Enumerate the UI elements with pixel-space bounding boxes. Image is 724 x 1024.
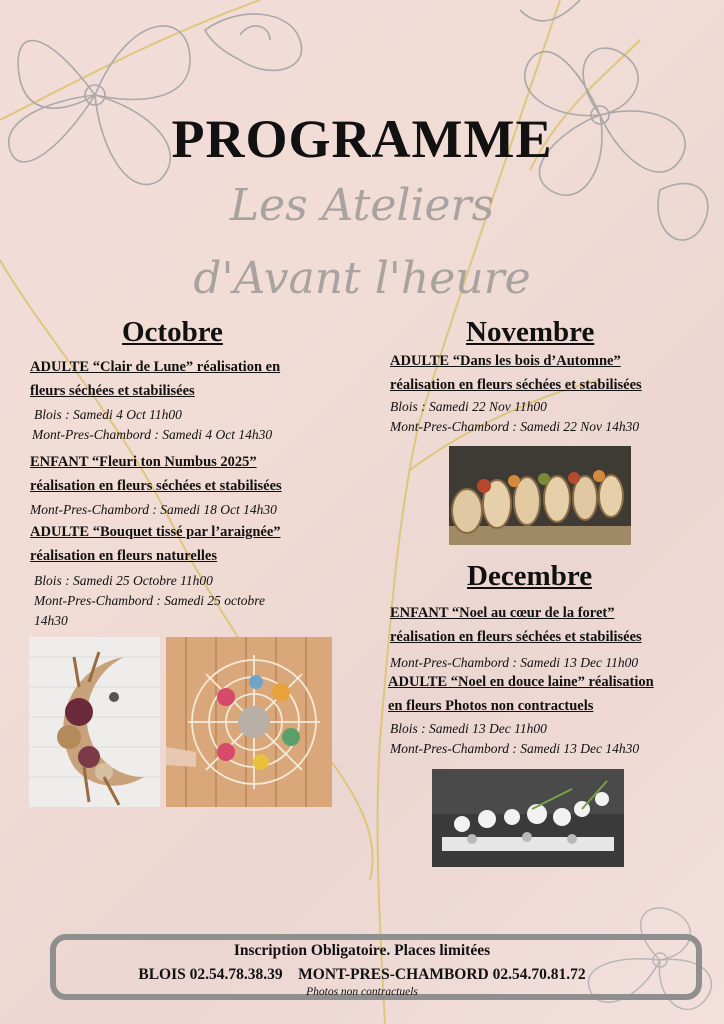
footer-disclaimer: Photos non contractuels <box>306 986 418 998</box>
workshop-title-line: ENFANT “Noel au cœur de la foret” <box>390 605 615 621</box>
subtitle-line-2: d'Avant l'heure <box>193 253 531 304</box>
workshop-title-line: réalisation en fleurs naturelles <box>30 548 218 564</box>
workshop-title-line: ADULTE “Clair de Lune” réalisation en <box>30 359 281 375</box>
footer-phone-numbers: BLOIS 02.54.78.38.39 MONT-PRES-CHAMBORD 02.54.70.81.72 <box>138 966 586 983</box>
photo-white-flowers <box>432 769 624 867</box>
workshop-title-line: fleurs séchées et stabilisées <box>30 383 195 399</box>
schedule-line: Blois : Samedi 22 Nov 11h00 <box>390 399 547 414</box>
workshop-title-line: ADULTE “Bouquet tissé par l’araignée” <box>30 524 281 540</box>
footer-inscription: Inscription Obligatoire. Places limitées <box>233 942 491 959</box>
schedule-line: Mont-Pres-Chambord : Samedi 4 Oct 14h30 <box>32 427 273 442</box>
schedule-line: Mont-Pres-Chambord : Samedi 13 Dec 11h00 <box>390 655 639 670</box>
workshop-title-line: réalisation en fleurs séchées et stabilisées <box>30 478 282 494</box>
schedule-line: Mont-Pres-Chambord : Samedi 25 octobre <box>34 593 265 608</box>
workshop-title-line: ADULTE “Noel en douce laine” réalisation <box>388 674 654 690</box>
photo-moon-wreath <box>29 637 160 807</box>
schedule-line: Blois : Samedi 25 Octobre 11h00 <box>34 573 213 588</box>
schedule-line: 14h30 <box>34 613 68 628</box>
workshop-title-line: ADULTE “Dans les bois d’Automne” <box>390 353 621 369</box>
page-title: PROGRAMME <box>171 109 553 169</box>
schedule-line: Blois : Samedi 4 Oct 11h00 <box>34 407 182 422</box>
schedule-line: Mont-Pres-Chambord : Samedi 22 Nov 14h30 <box>390 419 640 434</box>
workshop-title-line: réalisation en fleurs séchées et stabilisées <box>390 377 642 393</box>
month-heading-novembre: Novembre <box>466 316 595 348</box>
month-heading-decembre: Decembre <box>467 560 593 592</box>
schedule-line: Mont-Pres-Chambord : Samedi 13 Dec 14h30 <box>390 741 640 756</box>
subtitle-line-1: Les Ateliers <box>229 180 495 231</box>
workshop-title-line: en fleurs Photos non contractuels <box>388 698 594 714</box>
photo-spider-web-bouquet <box>166 637 332 807</box>
schedule-line: Blois : Samedi 13 Dec 11h00 <box>390 721 547 736</box>
workshop-title-line: ENFANT “Fleuri ton Numbus 2025” <box>30 454 257 470</box>
month-heading-octobre: Octobre <box>122 316 223 348</box>
schedule-line: Mont-Pres-Chambord : Samedi 18 Oct 14h30 <box>30 502 277 517</box>
workshop-title-line: réalisation en fleurs séchées et stabilisées <box>390 629 642 645</box>
photo-wood-slices <box>449 446 631 545</box>
